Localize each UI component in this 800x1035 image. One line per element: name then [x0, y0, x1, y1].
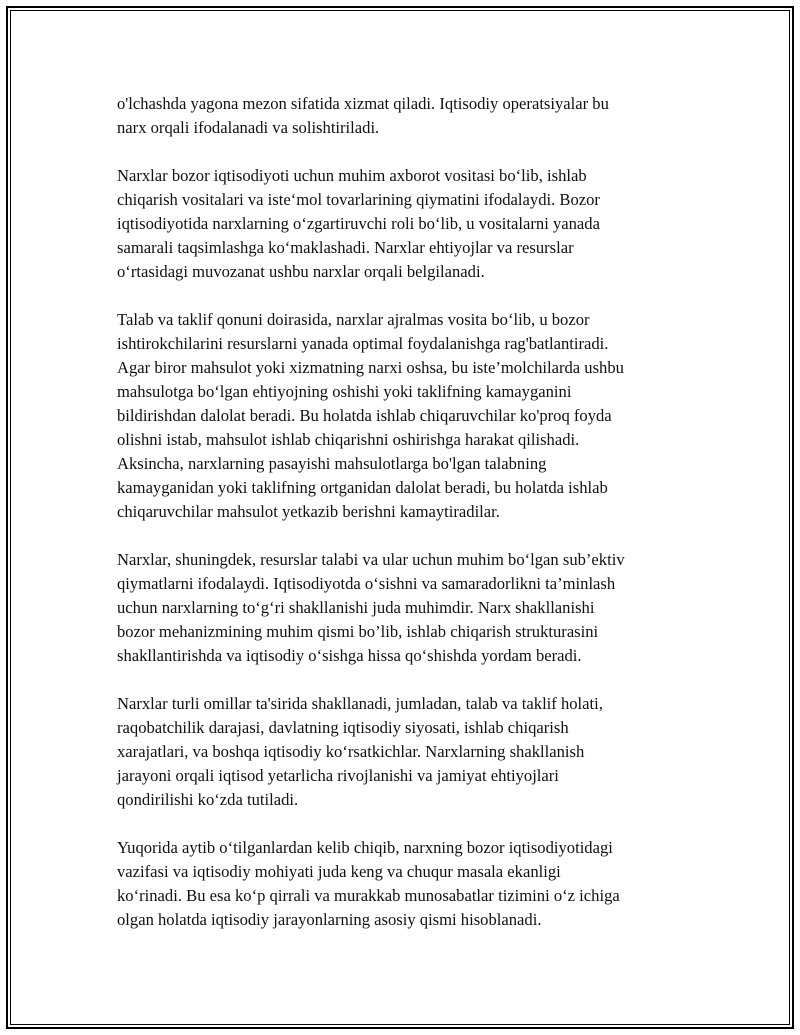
text-line: iqtisodiyotida narxlarning oʻzgartiruvchi roli boʻlib, u vositalarni yanada [117, 214, 600, 233]
paragraph-2 [117, 164, 697, 284]
document-body [117, 92, 697, 956]
text-line: ishtirokchilarini resurslarni yanada optimal foydalanishga rag'batlantiradi. [117, 334, 609, 353]
text-line: kamayganidan yoki taklifning ortganidan dalolat beradi, bu holatda ishlab [117, 478, 608, 497]
text-line: Narxlar bozor iqtisodiyoti uchun muhim axborot vositasi boʻlib, ishlab [117, 166, 587, 185]
text-line: oʻrtasidagi muvozanat ushbu narxlar orqali belgilanadi. [117, 262, 485, 281]
text-line: chiqarish vositalari va isteʻmol tovarlarining qiymatini ifodalaydi. Bozor [117, 190, 600, 209]
paragraph-1 [117, 92, 697, 140]
text-line: chiqaruvchilar mahsulot yetkazib berishni kamaytiradilar. [117, 502, 500, 521]
text-line: olishni istab, mahsulot ishlab chiqarishni oshirishga harakat qilishadi. [117, 430, 580, 449]
text-line: bildirishdan dalolat beradi. Bu holatda ishlab chiqaruvchilar ko'proq foyda [117, 406, 612, 425]
text-line: qiymatlarni ifodalaydi. Iqtisodiyotda oʻsishni va samaradorlikni ta’minlash [117, 574, 616, 593]
text-line: raqobatchilik darajasi, davlatning iqtisodiy siyosati, ishlab chiqarish [117, 718, 569, 737]
text-line: mahsulotga boʻlgan ehtiyojning oshishi yoki taklifning kamayganini [117, 382, 572, 401]
paragraph-6 [117, 836, 697, 932]
text-line: Narxlar turli omillar ta'sirida shakllanadi, jumladan, talab va taklif holati, [117, 694, 603, 713]
text-line: Narxlar, shuningdek, resurslar talabi va ular uchun muhim boʻlgan sub’ektiv [117, 550, 625, 569]
paragraph-3 [117, 308, 697, 524]
text-line: samarali taqsimlashga koʻmaklashadi. Narxlar ehtiyojlar va resurslar [117, 238, 574, 257]
paragraph-4 [117, 548, 697, 668]
paragraph-5 [117, 692, 697, 812]
text-line: narx orqali ifodalanadi va solishtiriladi. [117, 118, 380, 137]
text-line: olgan holatda iqtisodiy jarayonlarning asosiy qismi hisoblanadi. [117, 910, 542, 929]
text-line: qondirilishi koʻzda tutiladi. [117, 790, 299, 809]
text-line: uchun narxlarning toʻgʻri shakllanishi juda muhimdir. Narx shakllanishi [117, 598, 595, 617]
text-line: Aksincha, narxlarning pasayishi mahsulotlarga bo'lgan talabning [117, 454, 547, 473]
text-line: Agar biror mahsulot yoki xizmatning narxi oshsa, bu iste’molchilarda ushbu [117, 358, 624, 377]
text-line: bozor mehanizmining muhim qismi bo’lib, ishlab chiqarish strukturasini [117, 622, 599, 641]
text-line: shakllantirishda va iqtisodiy oʻsishga hissa qoʻshishda yordam beradi. [117, 646, 582, 665]
text-line: koʻrinadi. Bu esa koʻp qirrali va murakkab munosabatlar tizimini oʻz ichiga [117, 886, 620, 905]
text-line: Yuqorida aytib oʻtilganlardan kelib chiqib, narxning bozor iqtisodiyotidagi [117, 838, 613, 857]
text-line: xarajatlari, va boshqa iqtisodiy koʻrsatkichlar. Narxlarning shakllanish [117, 742, 585, 761]
text-line: o'lchashda yagona mezon sifatida xizmat qiladi. Iqtisodiy operatsiyalar bu [117, 94, 609, 113]
text-line: jarayoni orqali iqtisod yetarlicha rivojlanishi va jamiyat ehtiyojlari [117, 766, 559, 785]
text-line: vazifasi va iqtisodiy mohiyati juda keng va chuqur masala ekanligi [117, 862, 561, 881]
text-line: Talab va taklif qonuni doirasida, narxlar ajralmas vosita boʻlib, u bozor [117, 310, 590, 329]
